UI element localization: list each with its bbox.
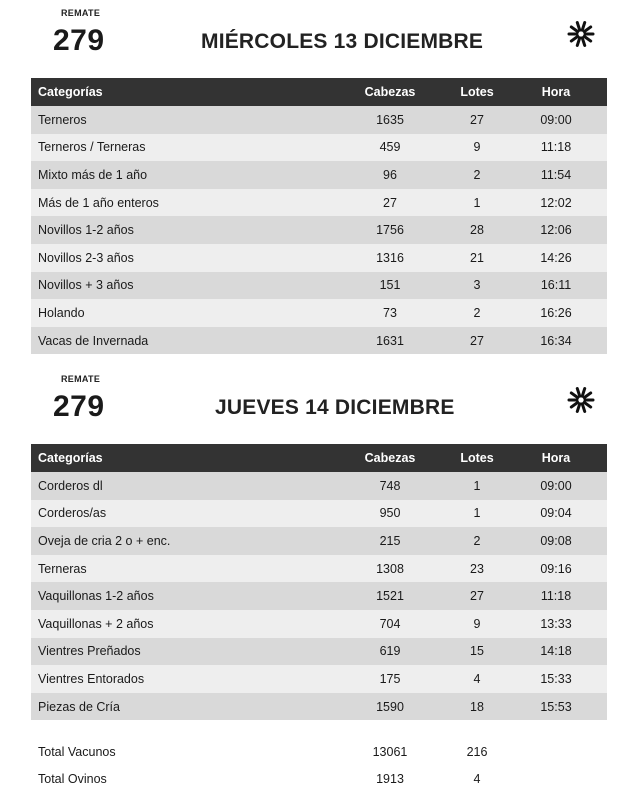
category-cell: Holando [31, 299, 331, 327]
cabezas-cell: 1316 [331, 244, 449, 272]
table-header-row [31, 78, 607, 106]
day-title: JUEVES 14 DICIEMBRE [215, 396, 455, 419]
hora-cell: 15:53 [505, 693, 607, 721]
cabezas-cell: 459 [331, 134, 449, 162]
lotes-cell: 27 [449, 327, 505, 355]
table-row [31, 216, 607, 244]
column-header-lotes: Lotes [449, 444, 505, 472]
lotes-cell: 9 [449, 610, 505, 638]
lotes-cell: 23 [449, 555, 505, 583]
table-row [31, 693, 607, 721]
hora-cell: 16:11 [505, 272, 607, 300]
column-header-hora: Hora [505, 444, 607, 472]
cabezas-cell: 73 [331, 299, 449, 327]
lotes-cell: 3 [449, 272, 505, 300]
hora-cell: 12:06 [505, 216, 607, 244]
cabezas-cell: 1635 [331, 106, 449, 134]
lotes-cell: 2 [449, 299, 505, 327]
category-cell: Corderos dl [31, 472, 331, 500]
hora-cell: 14:18 [505, 638, 607, 666]
categories-table [31, 78, 607, 354]
hora-cell: 09:00 [505, 106, 607, 134]
category-cell: Mixto más de 1 año [31, 161, 331, 189]
cabezas-cell: 950 [331, 500, 449, 528]
total-label: Total Vacunos [31, 738, 331, 765]
totals-row [31, 765, 607, 792]
category-cell: Novillos 2-3 años [31, 244, 331, 272]
table-row [31, 244, 607, 272]
lotes-cell: 1 [449, 189, 505, 217]
starburst-logo-icon [567, 20, 595, 48]
table-header-row [31, 444, 607, 472]
cabezas-cell: 175 [331, 665, 449, 693]
lotes-cell: 18 [449, 693, 505, 721]
hora-cell: 16:26 [505, 299, 607, 327]
column-header-cabezas: Cabezas [331, 78, 449, 106]
table-row [31, 106, 607, 134]
hora-cell: 09:16 [505, 555, 607, 583]
lotes-cell: 27 [449, 106, 505, 134]
lotes-cell: 1 [449, 500, 505, 528]
lotes-cell: 9 [449, 134, 505, 162]
column-header-hora: Hora [505, 78, 607, 106]
totals-block [31, 738, 607, 792]
cabezas-cell: 27 [331, 189, 449, 217]
cabezas-cell: 619 [331, 638, 449, 666]
total-cabezas: 1913 [331, 765, 449, 792]
table-row [31, 161, 607, 189]
hora-cell: 16:34 [505, 327, 607, 355]
table-row [31, 472, 607, 500]
column-header-categorias: Categorías [31, 78, 331, 106]
totals-row [31, 738, 607, 765]
lotes-cell: 15 [449, 638, 505, 666]
table-row [31, 272, 607, 300]
category-cell: Vientres Entorados [31, 665, 331, 693]
total-lotes: 4 [449, 765, 505, 792]
table-row [31, 527, 607, 555]
cabezas-cell: 1631 [331, 327, 449, 355]
cabezas-cell: 96 [331, 161, 449, 189]
table-row [31, 582, 607, 610]
total-label: Total Ovinos [31, 765, 331, 792]
cabezas-cell: 704 [331, 610, 449, 638]
column-header-lotes: Lotes [449, 78, 505, 106]
category-cell: Terneras [31, 555, 331, 583]
total-cabezas: 13061 [331, 738, 449, 765]
lotes-cell: 4 [449, 665, 505, 693]
table-row [31, 610, 607, 638]
lotes-cell: 2 [449, 527, 505, 555]
lotes-cell: 27 [449, 582, 505, 610]
category-cell: Vacas de Invernada [31, 327, 331, 355]
category-cell: Terneros / Terneras [31, 134, 331, 162]
starburst-logo-icon [567, 386, 595, 414]
hora-cell: 13:33 [505, 610, 607, 638]
remate-label: REMATE [61, 374, 101, 384]
cabezas-cell: 1521 [331, 582, 449, 610]
cabezas-cell: 1308 [331, 555, 449, 583]
table-row [31, 500, 607, 528]
category-cell: Terneros [31, 106, 331, 134]
hora-cell: 09:04 [505, 500, 607, 528]
section-header [31, 8, 607, 78]
table-row [31, 134, 607, 162]
category-cell: Corderos/as [31, 500, 331, 528]
category-cell: Novillos 1-2 años [31, 216, 331, 244]
remate-number: 279 [53, 24, 105, 57]
lotes-cell: 2 [449, 161, 505, 189]
categories-table [31, 444, 607, 720]
hora-cell: 09:08 [505, 527, 607, 555]
category-cell: Novillos + 3 años [31, 272, 331, 300]
hora-cell: 11:18 [505, 134, 607, 162]
cabezas-cell: 1590 [331, 693, 449, 721]
section-header [31, 374, 607, 444]
table-row [31, 638, 607, 666]
column-header-categorias: Categorías [31, 444, 331, 472]
table-row [31, 299, 607, 327]
remate-number: 279 [53, 390, 105, 423]
lotes-cell: 1 [449, 472, 505, 500]
table-row [31, 327, 607, 355]
hora-cell: 11:54 [505, 161, 607, 189]
hora-cell: 12:02 [505, 189, 607, 217]
remate-label: REMATE [61, 8, 101, 18]
day-title: MIÉRCOLES 13 DICIEMBRE [201, 30, 484, 53]
category-cell: Oveja de cria 2 o + enc. [31, 527, 331, 555]
cabezas-cell: 748 [331, 472, 449, 500]
cabezas-cell: 151 [331, 272, 449, 300]
table-row [31, 555, 607, 583]
hora-cell: 11:18 [505, 582, 607, 610]
cabezas-cell: 215 [331, 527, 449, 555]
auction-section-thursday [31, 374, 607, 720]
column-header-cabezas: Cabezas [331, 444, 449, 472]
category-cell: Más de 1 año enteros [31, 189, 331, 217]
lotes-cell: 28 [449, 216, 505, 244]
category-cell: Vaquillonas + 2 años [31, 610, 331, 638]
hora-cell: 15:33 [505, 665, 607, 693]
table-row [31, 189, 607, 217]
table-row [31, 665, 607, 693]
hora-cell: 09:00 [505, 472, 607, 500]
category-cell: Vientres Preñados [31, 638, 331, 666]
hora-cell: 14:26 [505, 244, 607, 272]
lotes-cell: 21 [449, 244, 505, 272]
auction-section-wednesday [31, 8, 607, 354]
cabezas-cell: 1756 [331, 216, 449, 244]
totals-table [31, 738, 607, 792]
total-lotes: 216 [449, 738, 505, 765]
category-cell: Vaquillonas 1-2 años [31, 582, 331, 610]
category-cell: Piezas de Cría [31, 693, 331, 721]
